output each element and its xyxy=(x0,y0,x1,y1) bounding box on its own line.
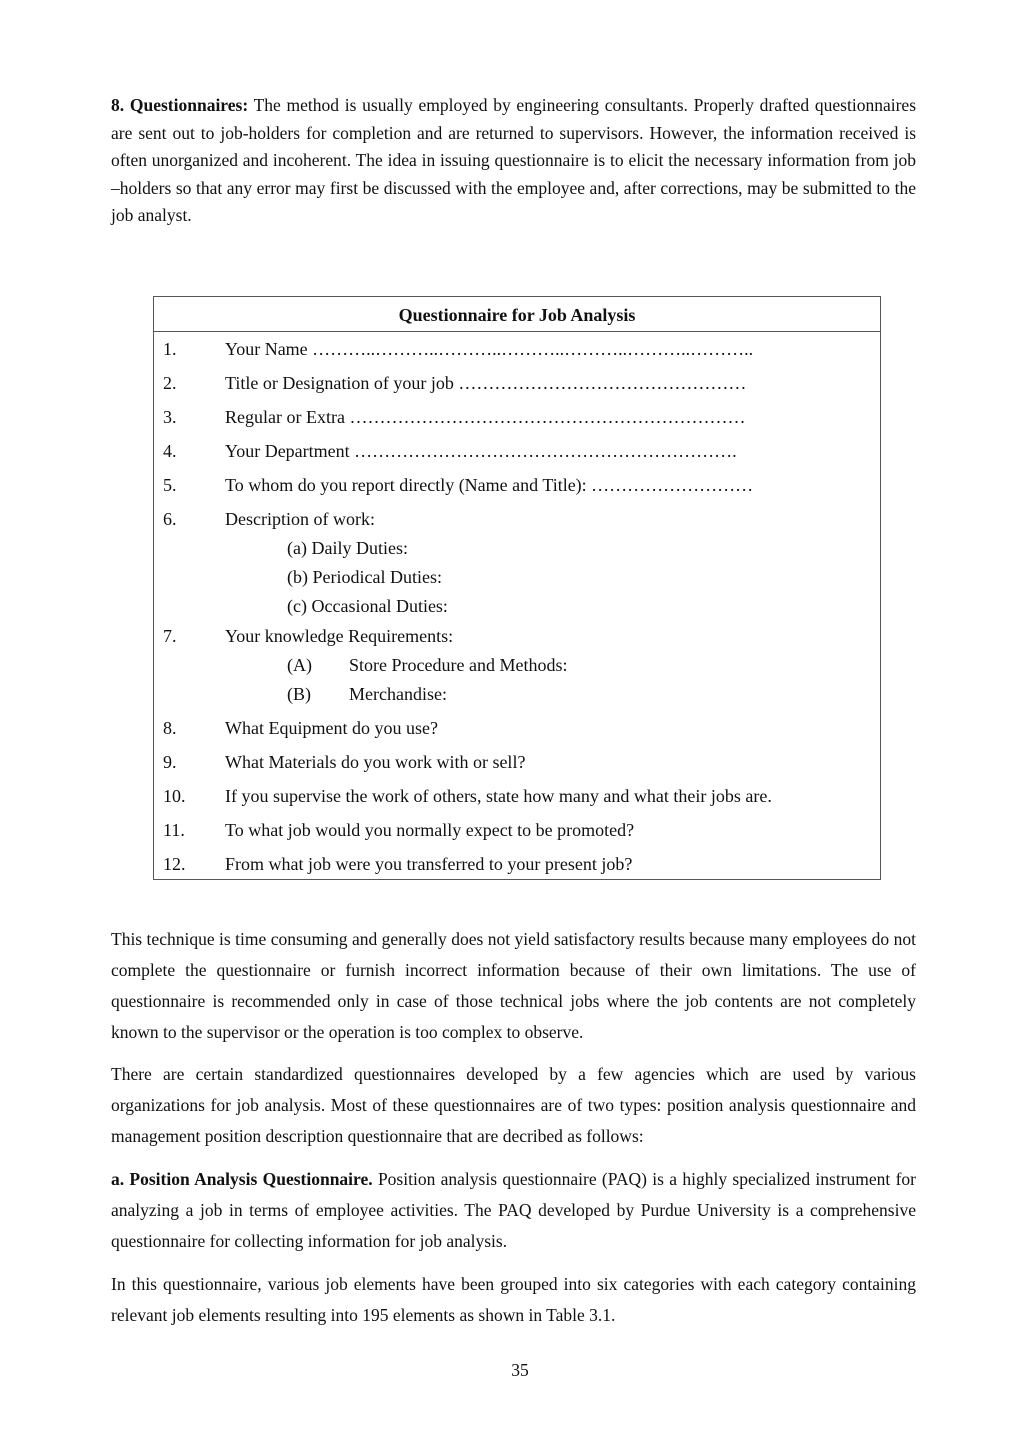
question-number: 1. xyxy=(163,339,177,359)
question-2 xyxy=(154,370,880,396)
paragraph-standardized: There are certain standardized questionnaires developed by a few agencies which are used by various organizations for job analysis. Most of these questionnaires are of two types: position analysis questionnaire and management position description questionnaire that are decribed as follows: xyxy=(111,1064,916,1146)
question-text: What Equipment do you use? xyxy=(225,718,438,738)
sub-question-6c xyxy=(154,593,880,619)
paragraph-text: Position analysis questionnaire (PAQ) is a highly specialized instrument for analyzing a job in terms of employee activities. The PAQ developed by Purdue University is a comprehensive questionnaire for collecting information for job analysis. xyxy=(111,1169,917,1251)
question-4 xyxy=(154,438,880,464)
question-7 xyxy=(154,623,880,649)
question-number: 4. xyxy=(163,441,177,461)
sub-question-text: (a) Daily Duties: xyxy=(287,538,408,558)
question-number: 2. xyxy=(163,373,177,393)
paragraph-technique: This technique is time consuming and generally does not yield satisfactory results because many employees do not complete the questionnaire or furnish incorrect information because of their own limitations. The use of questionnaire is recommended only in case of those technical jobs where the job contents are not completely known to the supervisor or the operation is too complex to observe. xyxy=(111,929,916,1042)
sub-question-text: (c) Occasional Duties: xyxy=(287,596,448,616)
question-text: To what job would you normally expect to be promoted? xyxy=(225,820,635,840)
paragraph-paq xyxy=(111,1164,916,1257)
question-text: Description of work: xyxy=(225,509,375,529)
sub-question-7b xyxy=(154,681,880,707)
paragraph-categories: In this questionnaire, various job elements have been grouped into six categories with each category containing relevant job elements resulting into 195 elements as shown in Table 3.1. xyxy=(111,1274,916,1325)
question-number: 3. xyxy=(163,407,177,427)
question-number: 7. xyxy=(163,626,177,646)
sub-question-text: (b) Periodical Duties: xyxy=(287,567,442,587)
question-10 xyxy=(154,783,880,809)
paragraph-text: The method is usually employed by engineering consultants. Properly drafted questionnaires are sent out to job-holders for completion and are returned to supervisors. However, the information received is often unorganized and incoherent. The idea in issuing questionnaire is to elicit the necessary information from job –holders so that any error may first be discussed with the employee and, after corrections, may be submitted to the job analyst. xyxy=(111,95,917,225)
questionnaire-title: Questionnaire for Job Analysis xyxy=(154,297,880,332)
question-11 xyxy=(154,817,880,843)
question-text: Your knowledge Requirements: xyxy=(225,626,454,646)
question-number: 11. xyxy=(163,820,185,840)
question-number: 8. xyxy=(163,718,177,738)
question-number: 6. xyxy=(163,509,177,529)
sub-question-text: Merchandise: xyxy=(349,684,447,704)
question-6 xyxy=(154,506,880,532)
page-number: 35 xyxy=(511,1360,529,1380)
question-text: From what job were you transferred to your present job? xyxy=(225,854,633,874)
question-text: What Materials do you work with or sell? xyxy=(225,752,526,772)
question-text: Regular or Extra ………………………………………………………… xyxy=(225,407,746,427)
question-text: Your Name ………..………..………..………..………..………..……….. xyxy=(225,339,754,359)
question-text: To whom do you report directly (Name and Title): ……………………… xyxy=(225,475,754,495)
sub-question-label: (B) xyxy=(287,684,311,704)
question-3 xyxy=(154,404,880,430)
questionnaire-box xyxy=(153,296,881,880)
sub-question-6b xyxy=(154,564,880,590)
paragraph-questionnaires xyxy=(111,92,916,230)
question-9 xyxy=(154,749,880,775)
question-1 xyxy=(154,336,880,362)
question-8 xyxy=(154,715,880,741)
question-text: If you supervise the work of others, state how many and what their jobs are. xyxy=(225,786,772,806)
paragraph-heading: 8. Questionnaires: xyxy=(111,95,249,115)
paragraph-heading: a. Position Analysis Questionnaire. xyxy=(111,1169,373,1189)
question-12 xyxy=(154,851,880,877)
question-5 xyxy=(154,472,880,498)
question-text: Your Department ………………………………………………………. xyxy=(225,441,737,461)
question-text: Title or Designation of your job ………………………………………… xyxy=(225,373,747,393)
question-number: 5. xyxy=(163,475,177,495)
question-number: 9. xyxy=(163,752,177,772)
question-number: 12. xyxy=(163,854,186,874)
sub-question-label: (A) xyxy=(287,655,312,675)
question-number: 10. xyxy=(163,786,186,806)
sub-question-text: Store Procedure and Methods: xyxy=(349,655,568,675)
sub-question-7a xyxy=(154,652,880,678)
sub-question-6a xyxy=(154,535,880,561)
